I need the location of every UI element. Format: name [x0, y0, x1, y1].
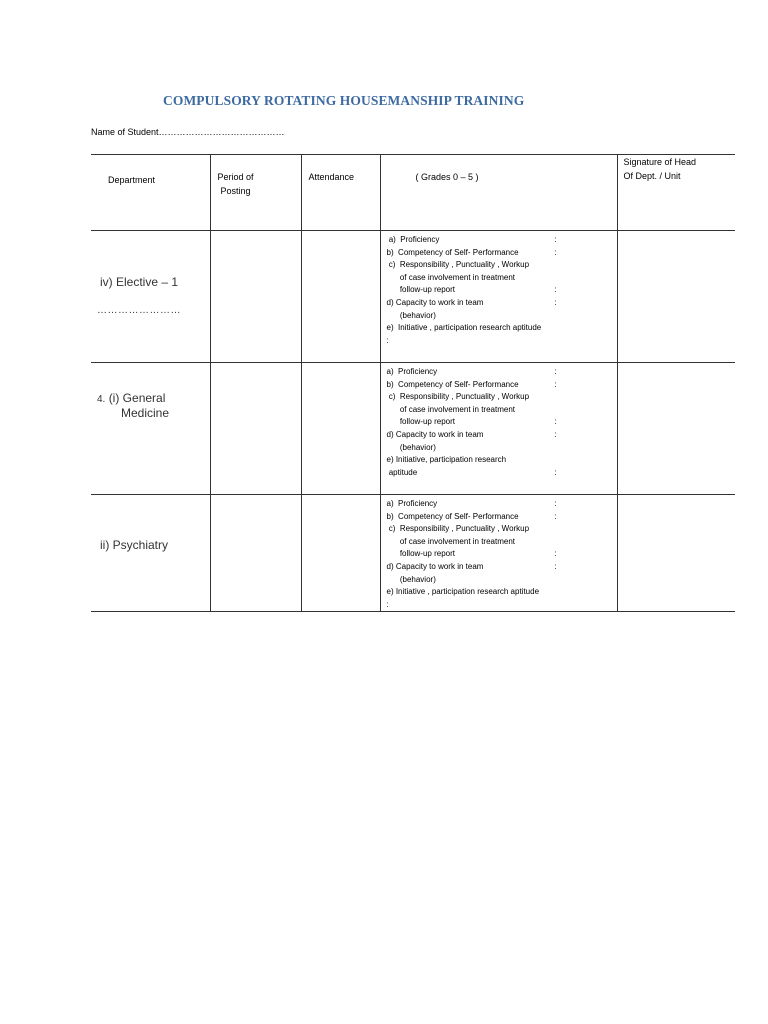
grade-criterion-line [387, 442, 617, 455]
grade-criterion-line [387, 234, 617, 247]
table-row [91, 495, 735, 612]
grade-colon: : [554, 285, 557, 295]
grade-criterion-text: (behavior) [386, 442, 436, 452]
grade-criterion-text: of case involvement in treatment [386, 536, 516, 546]
grade-criterion-line [387, 467, 617, 480]
grade-criterion-line [387, 272, 617, 285]
grade-colon: : [554, 367, 557, 376]
grade-criterion-line [387, 322, 617, 335]
grades-list [381, 495, 617, 611]
grade-criterion-line [387, 454, 617, 467]
signature-cell[interactable] [617, 363, 735, 495]
grade-criterion-text: c) Responsibility , Punctuality , Workup [386, 392, 530, 402]
header-department: Department [91, 155, 210, 231]
grade-criterion-text: (behavior) [386, 310, 436, 320]
department-cell [91, 363, 210, 495]
grade-criterion-text: of case involvement in treatment [386, 272, 516, 282]
student-name-label: Name of Student…………………………………… [91, 127, 285, 137]
grade-criterion-text: b) Competency of Self- Performance [386, 247, 519, 257]
signature-cell[interactable] [617, 495, 735, 612]
grade-criterion-text: d) Capacity to work in team [386, 561, 484, 571]
grade-criterion-line [387, 391, 617, 404]
grade-criterion-text: c) Responsibility , Punctuality , Workup [386, 524, 530, 534]
header-signature [617, 155, 735, 231]
grade-criterion-line [387, 366, 617, 379]
grade-criterion-line [387, 498, 617, 511]
attendance-cell[interactable] [301, 495, 380, 612]
grade-criterion-line [387, 574, 617, 587]
attendance-cell[interactable] [301, 363, 380, 495]
department-name [97, 391, 165, 407]
grade-criterion-line [387, 310, 617, 323]
grade-criterion-text: a) Proficiency [386, 235, 440, 244]
header-attendance: Attendance [301, 155, 380, 231]
department-name: iv) Elective – 1 [100, 275, 179, 289]
grade-criterion-line [387, 416, 617, 429]
grades-list [381, 231, 617, 347]
department-number: 4. [97, 394, 106, 405]
header-grades: ( Grades 0 – 5 ) [380, 155, 617, 231]
grade-colon: : [554, 499, 557, 508]
grade-criterion-line [387, 536, 617, 549]
header-period-line1: Period of [217, 172, 254, 182]
department-cell [91, 231, 210, 363]
header-period-line2: Posting [220, 186, 251, 196]
grade-criterion-line [387, 548, 617, 561]
grade-colon: : [554, 247, 557, 257]
period-cell[interactable] [210, 495, 301, 612]
grade-colon: : [554, 297, 557, 307]
grade-criterion-text: follow-up report [386, 417, 455, 427]
grades-list [381, 363, 617, 479]
grade-colon: : [554, 429, 557, 439]
grade-criterion-line [387, 284, 617, 297]
grade-criterion-line [387, 561, 617, 574]
grade-criterion-text: : [386, 599, 389, 609]
grade-criterion-text: of case involvement in treatment [386, 404, 516, 414]
grade-criterion-line [387, 247, 617, 260]
grade-colon: : [554, 417, 557, 427]
grade-criterion-text: e) Initiative , participation research aptitude [386, 587, 540, 597]
grades-cell [380, 363, 617, 495]
grade-criterion-line [387, 511, 617, 524]
evaluation-table [91, 154, 735, 612]
grade-colon: : [554, 561, 557, 571]
department-name-line1: (i) General [108, 391, 166, 405]
grade-criterion-text: a) Proficiency [386, 367, 438, 376]
grade-colon: : [554, 549, 557, 559]
grade-criterion-text: follow-up report [386, 285, 455, 295]
grade-criterion-text: follow-up report [386, 549, 455, 559]
header-signature-line2: Of Dept. / Unit [623, 171, 681, 181]
grade-criterion-text: d) Capacity to work in team [386, 429, 484, 439]
grade-criterion-line [387, 586, 617, 599]
grade-criterion-text: a) Proficiency [386, 499, 438, 508]
grade-criterion-line [387, 259, 617, 272]
department-name-line2: Medicine [121, 406, 170, 420]
grade-criterion-line [387, 297, 617, 310]
grade-criterion-line [387, 523, 617, 536]
grade-criterion-text: (behavior) [386, 574, 436, 584]
grade-criterion-line [387, 335, 617, 348]
grades-cell [380, 495, 617, 612]
grade-criterion-text: aptitude [386, 467, 418, 477]
grade-criterion-text: e) Initiative , participation research aptitude [386, 323, 542, 333]
grade-colon: : [554, 467, 557, 477]
grade-criterion-text: d) Capacity to work in team [386, 297, 484, 307]
header-period [210, 155, 301, 231]
grade-criterion-line [387, 404, 617, 417]
grade-colon: : [554, 511, 557, 521]
table-row [91, 231, 735, 363]
grade-criterion-text: e) Initiative, participation research [386, 455, 507, 465]
attendance-cell[interactable] [301, 231, 380, 363]
document-title: COMPULSORY ROTATING HOUSEMANSHIP TRAINING [163, 93, 525, 108]
grade-criterion-line [387, 379, 617, 392]
table-header-row [91, 155, 735, 231]
department-name: ii) Psychiatry [100, 538, 169, 552]
grades-cell [380, 231, 617, 363]
grade-colon: : [554, 379, 557, 389]
grade-criterion-line [387, 599, 617, 612]
department-blank-dots: …………………… [97, 305, 181, 316]
grade-criterion-text: c) Responsibility , Punctuality , Workup [386, 260, 530, 270]
table-row [91, 363, 735, 495]
header-signature-line1: Signature of Head [623, 157, 697, 167]
grade-criterion-text: : [386, 335, 389, 345]
department-cell [91, 495, 210, 612]
grade-criterion-text: b) Competency of Self- Performance [386, 379, 519, 389]
period-cell[interactable] [210, 363, 301, 495]
signature-cell[interactable] [617, 231, 735, 363]
grade-criterion-line [387, 429, 617, 442]
grade-colon: : [554, 235, 557, 244]
period-cell[interactable] [210, 231, 301, 363]
grade-criterion-text: b) Competency of Self- Performance [386, 511, 519, 521]
